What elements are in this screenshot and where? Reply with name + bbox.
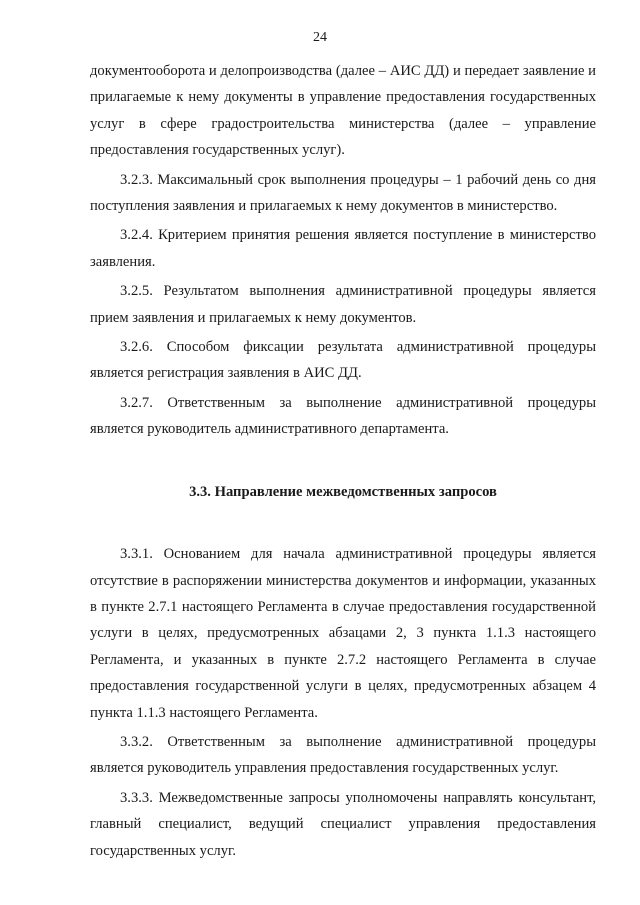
paragraph-continued: документооборота и делопроизводства (далее – АИС ДД) и передает заявление и прилагаемые к нему документы в управление предоставления государственных услуг в сфере градостроительства министерства (далее – управление предоставления государственных услуг).: [90, 63, 596, 159]
paragraphs-bottom: [90, 541, 596, 864]
paragraph-3-3-3: 3.3.3. Межведомственные запросы уполномочены направлять консультант, главный специалист, ведущий специалист управления предоставления государственных услуг.: [90, 789, 596, 859]
paragraph-3-2-4: 3.2.4. Критерием принятия решения является поступление в министерство заявления.: [90, 227, 596, 270]
document-body: [90, 58, 596, 864]
paragraph-3-2-3: 3.2.3. Максимальный срок выполнения процедуры – 1 рабочий день со дня поступления заявления и прилагаемых к нему документов в министерство.: [90, 171, 596, 215]
paragraph-3-3-1: 3.3.1. Основанием для начала административной процедуры является отсутствие в распоряжении министерства документов и информации, указанных в пункте 2.7.1 настоящего Регламента в случае предоставления государственной услуги в целях, предусмотренных абзацами 2, 3 пункта 1.1.3 настоящего Регламента, и указанных в пункте 2.7.2 настоящего Регламента в случае предоставления государственной услуги в целях, предусмотренных абзацем 4 пункта 1.1.3 настоящего Регламента.: [90, 546, 596, 721]
paragraphs-top: [90, 58, 596, 443]
paragraph-3-3-2: 3.3.2. Ответственным за выполнение административной процедуры является руководитель управления предоставления государственных услуг.: [90, 733, 596, 777]
paragraph-3-2-6: 3.2.6. Способом фиксации результата административной процедуры является регистрация заявления в АИС ДД.: [90, 339, 596, 382]
paragraph-3-2-7: 3.2.7. Ответственным за выполнение административной процедуры является руководитель административного департамента.: [90, 394, 596, 438]
section-heading: 3.3. Направление межведомственных запросов: [189, 483, 497, 500]
page-number: 24: [313, 30, 327, 45]
paragraph-3-2-5: 3.2.5. Результатом выполнения административной процедуры является прием заявления и прилагаемых к нему документов.: [90, 283, 596, 326]
